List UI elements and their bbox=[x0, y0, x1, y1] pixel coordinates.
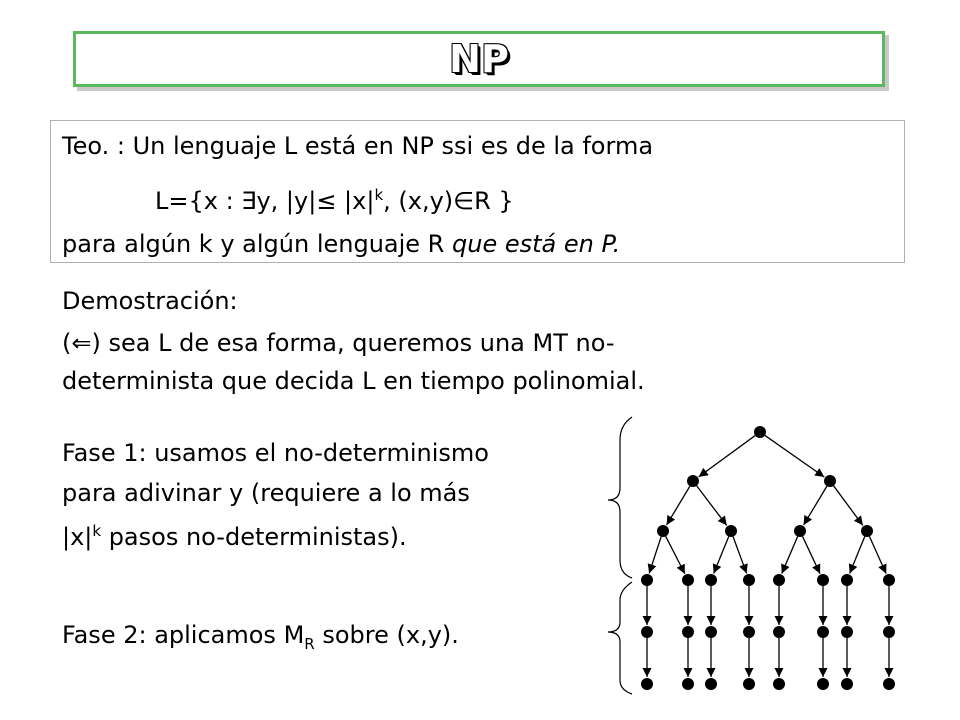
theorem-line-3-normal: para algún k y algún lenguaje R bbox=[62, 230, 452, 258]
tree-node bbox=[682, 678, 694, 690]
exists-symbol: ∃ bbox=[241, 187, 257, 215]
phase1-line-2: para adivinar y (requiere a lo más bbox=[62, 479, 470, 507]
tree-node bbox=[705, 626, 717, 638]
proof-heading: Demostración: bbox=[62, 287, 238, 315]
tree-edge bbox=[804, 486, 827, 525]
proof-open-paren: ( bbox=[62, 329, 72, 357]
tree-edge bbox=[869, 536, 886, 573]
tree-node bbox=[773, 574, 785, 586]
theorem-line-1: Teo. : Un lenguaje L está en NP ssi es de la forma bbox=[62, 132, 654, 160]
in-symbol: ∈ bbox=[453, 187, 475, 215]
leq-symbol: ≤ bbox=[316, 187, 337, 215]
tree-edge bbox=[850, 537, 865, 574]
tree-edge bbox=[765, 435, 824, 477]
theorem-line-2-prefix: L={x : bbox=[155, 187, 242, 215]
tree-edge bbox=[782, 537, 798, 574]
tree-node bbox=[705, 678, 717, 690]
tree-node bbox=[725, 525, 737, 537]
tree-node bbox=[817, 626, 829, 638]
theorem-line-2-end: R } bbox=[474, 187, 514, 215]
phase2-brace bbox=[608, 582, 632, 694]
phase1-exponent-k: k bbox=[92, 522, 102, 540]
phase1-line-3-prefix: |x| bbox=[62, 523, 93, 551]
tree-edge bbox=[803, 536, 820, 573]
tree-node bbox=[641, 678, 653, 690]
tree-node bbox=[641, 626, 653, 638]
tree-node bbox=[743, 626, 755, 638]
theorem-line-2-mid: y, |y| bbox=[256, 187, 317, 215]
tree-edges bbox=[647, 435, 889, 677]
tree-node bbox=[824, 475, 836, 487]
tree-node bbox=[817, 574, 829, 586]
tree-edge bbox=[666, 536, 685, 573]
exponent-k: k bbox=[374, 186, 384, 204]
tree-node bbox=[743, 574, 755, 586]
tree-root-node bbox=[754, 426, 766, 438]
tree-edge bbox=[834, 486, 863, 526]
tree-node bbox=[883, 626, 895, 638]
tree-edge bbox=[697, 486, 727, 526]
phase2-subscript-r: R bbox=[304, 634, 315, 653]
tree-node bbox=[641, 574, 653, 586]
tree-edge bbox=[733, 537, 747, 574]
tree-node bbox=[682, 626, 694, 638]
slide-title: NP bbox=[449, 37, 509, 81]
tree-node bbox=[841, 678, 853, 690]
tree-node bbox=[657, 525, 669, 537]
theorem-line-3-italic: que está en P. bbox=[452, 230, 621, 258]
tree-node bbox=[841, 574, 853, 586]
phase2-suffix: sobre (x,y). bbox=[314, 621, 459, 649]
tree-node bbox=[841, 626, 853, 638]
left-arrow-symbol: ⇐ bbox=[71, 329, 92, 357]
tree-edge bbox=[667, 486, 690, 525]
tree-node bbox=[773, 626, 785, 638]
tree-node bbox=[687, 475, 699, 487]
tree-edge bbox=[714, 537, 729, 574]
phase2-prefix: Fase 2: aplicamos M bbox=[62, 621, 305, 649]
phase1-line-1: Fase 1: usamos el no-determinismo bbox=[62, 439, 489, 467]
tree-nodes bbox=[641, 426, 895, 690]
tree-node bbox=[883, 574, 895, 586]
tree-node bbox=[705, 574, 717, 586]
tree-edge bbox=[699, 436, 756, 477]
theorem-line-2-mid2: |x| bbox=[336, 187, 375, 215]
proof-line-2: determinista que decida L en tiempo polinomial. bbox=[62, 367, 645, 395]
tree-node bbox=[883, 678, 895, 690]
tree-node bbox=[817, 678, 829, 690]
phase1-line-3-suffix: pasos no-deterministas). bbox=[101, 523, 407, 551]
tree-edge bbox=[649, 537, 661, 574]
tree-node bbox=[794, 525, 806, 537]
tree-node bbox=[743, 678, 755, 690]
phase1-brace bbox=[608, 417, 632, 578]
theorem-line-2-suffix: , (x,y) bbox=[383, 187, 454, 215]
tree-node bbox=[773, 678, 785, 690]
proof-line-1-rest: ) sea L de esa forma, queremos una MT no- bbox=[91, 329, 615, 357]
tree-node bbox=[861, 525, 873, 537]
tree-node bbox=[682, 574, 694, 586]
